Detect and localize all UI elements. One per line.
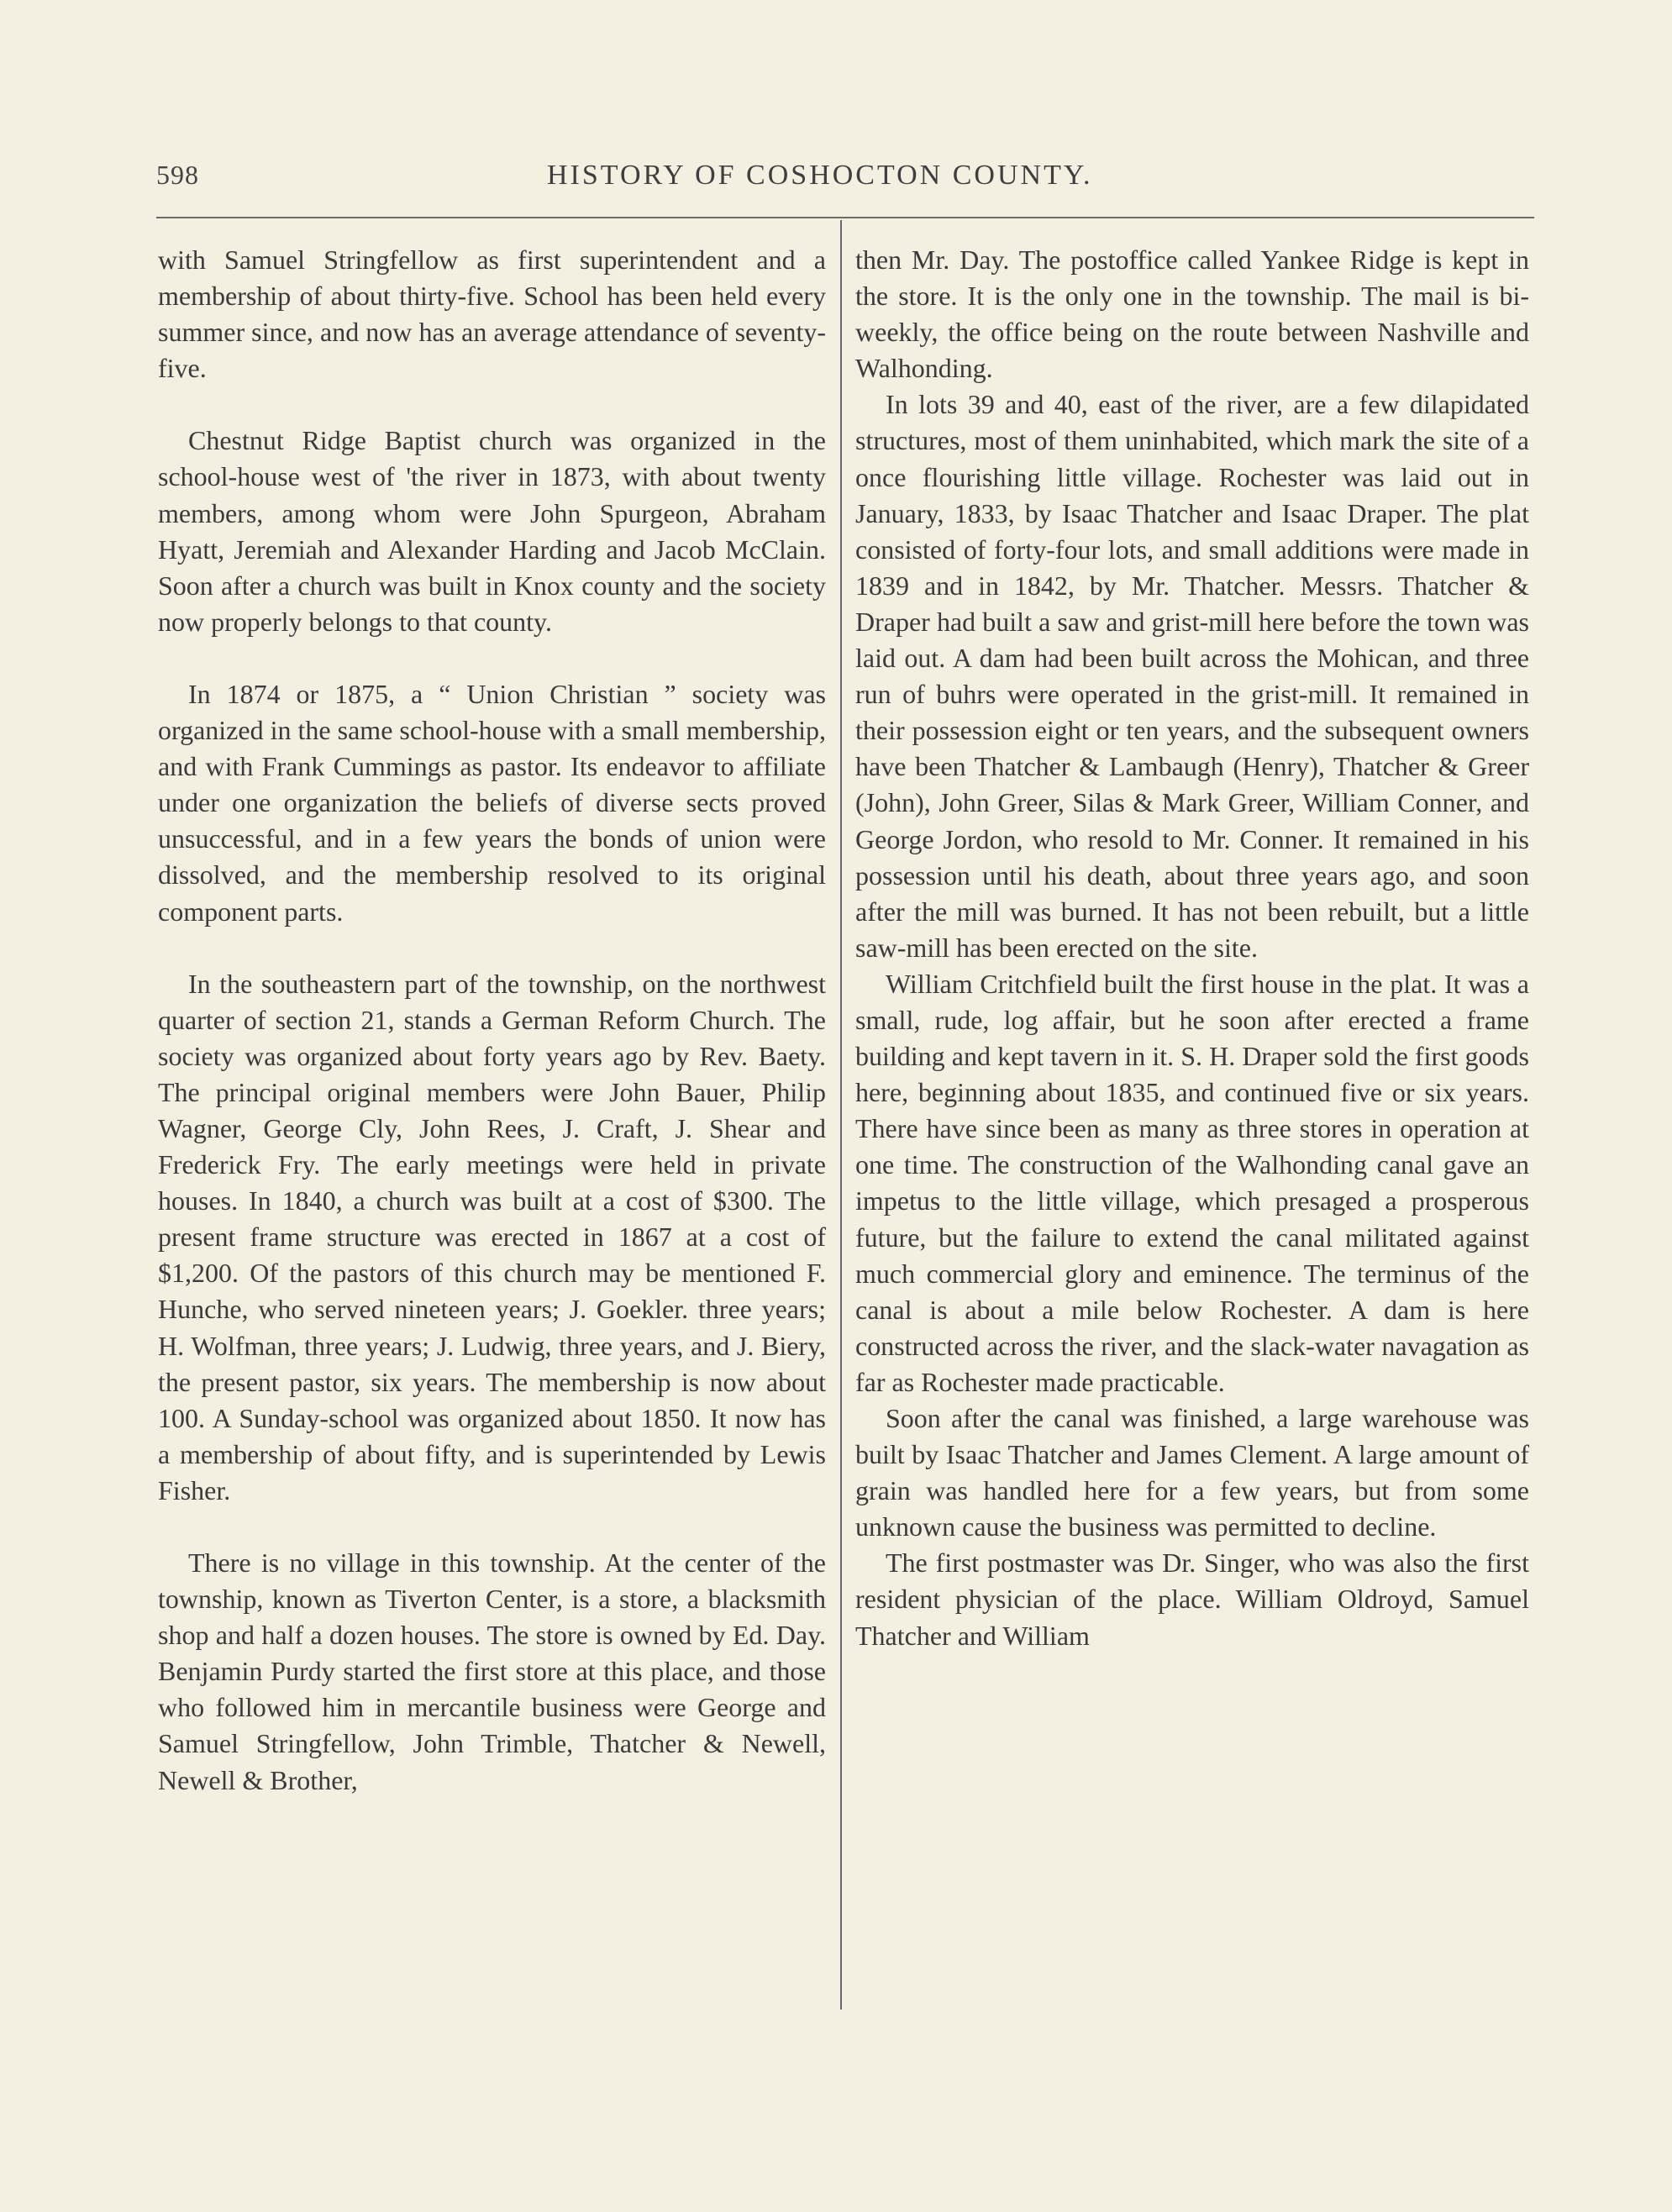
paragraph: In the southeastern part of the township, on the northwest quarter of section 21, stands a German Reform Church. The society was organized about forty years ago by Rev. Baety. The principal original members were John Bauer, Philip Wagner, George Cly, John Rees, J. Craft, J. Shear and Frederick Fry. The early meetings were held in private houses. In 1840, a church was built at a cost of $300. The present frame structure was erected in 1867 at a cost of $1,200. Of the pastors of this church may be mentioned F. Hunche, who served nineteen years; J. Goekler. three years; H. Wolfman, three years; J. Ludwig, three years, and J. Biery, the present pastor, six years. The membership is now about 100. A Sunday-school was organized about 1850. It now has a membership of about fifty, and is superintended by Lewis Fisher. [158,968,826,1505]
page-number: 598 [156,160,199,190]
right-column [855,242,1529,1654]
paragraph: In lots 39 and 40, east of the river, are a few dilapidated structures, most of them uninhabited, which mark the site of a once flourishing little village. Rochester was laid out in January, 1833, by Isaac Thatcher and Isaac Draper. The plat consisted of forty-four lots, and small additions were made in 1839 and in 1842, by Mr. Thatcher. Messrs. Thatcher & Draper had built a saw and grist-mill here before the town was laid out. A dam had been built across the Mohican, and three run of buhrs were operated in the grist-mill. It remained in their possession eight or ten years, and the subsequent owners have been Thatcher & Lambaugh (Henry), Thatcher & Greer (John), John Greer, Silas & Mark Greer, William Conner, and George Jordon, who resold to Mr. Conner. It remained in his possession until his death, about three years ago, and soon after the mill was burned. It has not been rebuilt, but a little saw-mill has been erected on the site. [855,389,1529,963]
paragraph: There is no village in this township. At the center of the township, known as Tiverton Center, is a store, a blacksmith shop and half a dozen houses. The store is owned by Ed. Day. Benjamin Purdy started the first store at this place, and those who followed him in mercantile business were George and Samuel Stringfellow, John Trimble, Thatcher & Newell, Newell & Brother, [158,1547,826,1795]
paragraph: Chestnut Ridge Baptist church was organized in the school-house west of 'the river in 1873, with about twenty members, among whom were John Spurgeon, Abraham Hyatt, Jeremiah and Alexander Harding and Jacob McClain. Soon after a church was built in Knox county and the society now properly belongs to that county. [158,425,826,637]
left-column [158,242,826,1799]
paragraph: then Mr. Day. The postoffice called Yankee Ridge is kept in the store. It is the only one in the township. The mail is bi-weekly, the office being on the route between Nashville and Walhonding. [855,244,1529,384]
paragraph: The first postmaster was Dr. Singer, who was also the first resident physician of the place. William Oldroyd, Samuel Thatcher and William [855,1547,1529,1651]
column-divider [840,220,842,2010]
header-rule [156,217,1534,218]
paragraph: In 1874 or 1875, a “ Union Christian ” society was organized in the same school-house with a small membership, and with Frank Cummings as pastor. Its endeavor to affiliate under one organization the beliefs of diverse sects proved unsuccessful, and in a few years the bonds of union were dissolved, and the membership resolved to its original component parts. [158,678,826,927]
page-header [156,151,1139,202]
paragraph: William Critchfield built the first house in the plat. It was a small, rude, log affair, but he soon after erected a frame building and kept tavern in it. S. H. Draper sold the first goods here, beginning about 1835, and continued five or six years. There have since been as many as three stores in operation at one time. The construction of the Walhonding canal gave an impetus to the little village, which presaged a prosperous future, but the failure to extend the canal militated against much commercial glory and eminence. The terminus of the canal is about a mile below Rochester. A dam is here constructed across the river, and the slack-water navagation as far as Rochester made practicable. [855,968,1529,1397]
paragraph: with Samuel Stringfellow as first superintendent and a membership of about thirty-five. School has been held every summer since, and now has an average attendance of seventy-five. [158,244,826,384]
paragraph: Soon after the canal was finished, a large warehouse was built by Isaac Thatcher and James Clement. A large amount of grain was handled here for a few years, but from some unknown cause the business was permitted to decline. [855,1403,1529,1542]
running-title: HISTORY OF COSHOCTON COUNTY. [547,160,1093,191]
